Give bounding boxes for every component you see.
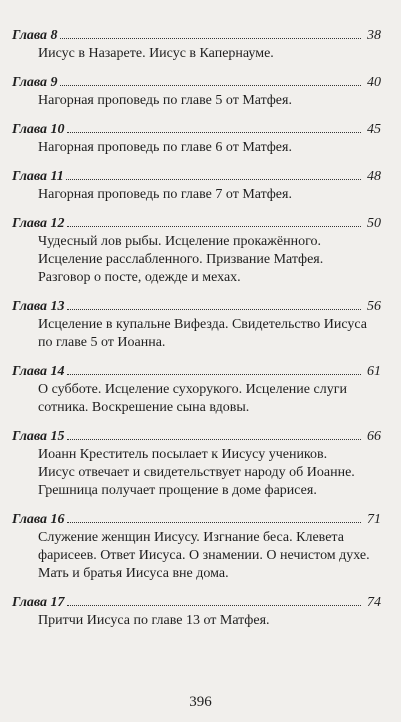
toc-entry-13 [12,299,381,352]
page-number: 61 [367,364,381,379]
page-number: 40 [367,75,381,90]
chapter-label: Глава 9 [12,75,58,90]
page-number: 38 [367,28,381,43]
toc-entry-16 [12,512,381,583]
chapter-line [12,299,381,315]
page-number: 71 [367,512,381,527]
chapter-line [12,512,381,528]
dot-leader [60,85,361,86]
toc-entry-8 [12,28,381,63]
page-folio-number: 396 [189,694,212,710]
page-number: 66 [367,429,381,444]
toc-entry-15 [12,429,381,500]
toc-entry-9 [12,75,381,110]
chapter-label: Глава 11 [12,169,64,184]
page-number: 56 [367,299,381,314]
toc-entry-14 [12,364,381,417]
dot-leader [67,374,361,375]
chapter-description: Нагорная проповедь по главе 5 от Матфея. [38,93,292,108]
page-number: 48 [367,169,381,184]
chapter-label: Глава 12 [12,216,65,231]
page-number: 74 [367,595,381,610]
chapter-label: Глава 14 [12,364,65,379]
chapter-description: Чудесный лов рыбы. Исцеление прокажённого. Исцеление расслабленного. Призвание Матфея. Разговор о посте, одежде и мехах. [38,234,324,285]
chapter-line [12,595,381,611]
chapter-description: Исцеление в купальне Вифезда. Свидетельство Иисуса по главе 5 от Иоанна. [38,317,368,350]
dot-leader [67,309,361,310]
chapter-description: Притчи Иисуса по главе 13 от Матфея. [38,613,270,628]
chapter-label: Глава 8 [12,28,58,43]
chapter-line [12,429,381,445]
chapter-label: Глава 10 [12,122,65,137]
dot-leader [66,179,361,180]
dot-leader [67,605,361,606]
chapter-line [12,216,381,232]
chapter-line [12,122,381,138]
chapter-line [12,364,381,380]
dot-leader [67,439,361,440]
page-number: 45 [367,122,381,137]
dot-leader [67,522,361,523]
chapter-description: Иоанн Креститель посылает к Иисусу учеников. Иисус отвечает и свидетельствует народу об Иоанне. Грешница получает прощение в доме фарисея. [38,447,355,498]
chapter-label: Глава 17 [12,595,65,610]
dot-leader [67,132,361,133]
chapter-description: Нагорная проповедь по главе 6 от Матфея. [38,140,292,155]
chapter-description: Иисус в Назарете. Иисус в Капернауме. [38,46,274,61]
page-number: 50 [367,216,381,231]
chapter-line [12,28,381,44]
chapter-line [12,75,381,91]
chapter-description: О субботе. Исцеление сухорукого. Исцеление слуги сотника. Воскрешение сына вдовы. [38,382,347,415]
chapter-description: Служение женщин Иисусу. Изгнание беса. Клевета фарисеев. Ответ Иисуса. О знамении. О нечистом духе. Мать и братья Иисуса вне дома. [38,530,370,581]
chapter-description: Нагорная проповедь по главе 7 от Матфея. [38,187,292,202]
chapter-label: Глава 13 [12,299,65,314]
dot-leader [67,226,361,227]
chapter-label: Глава 15 [12,429,65,444]
chapter-line [12,169,381,185]
toc-entry-12 [12,216,381,287]
toc-entry-17 [12,595,381,630]
dot-leader [60,38,361,39]
toc-entry-11 [12,169,381,204]
chapter-label: Глава 16 [12,512,65,527]
toc-entry-10 [12,122,381,157]
